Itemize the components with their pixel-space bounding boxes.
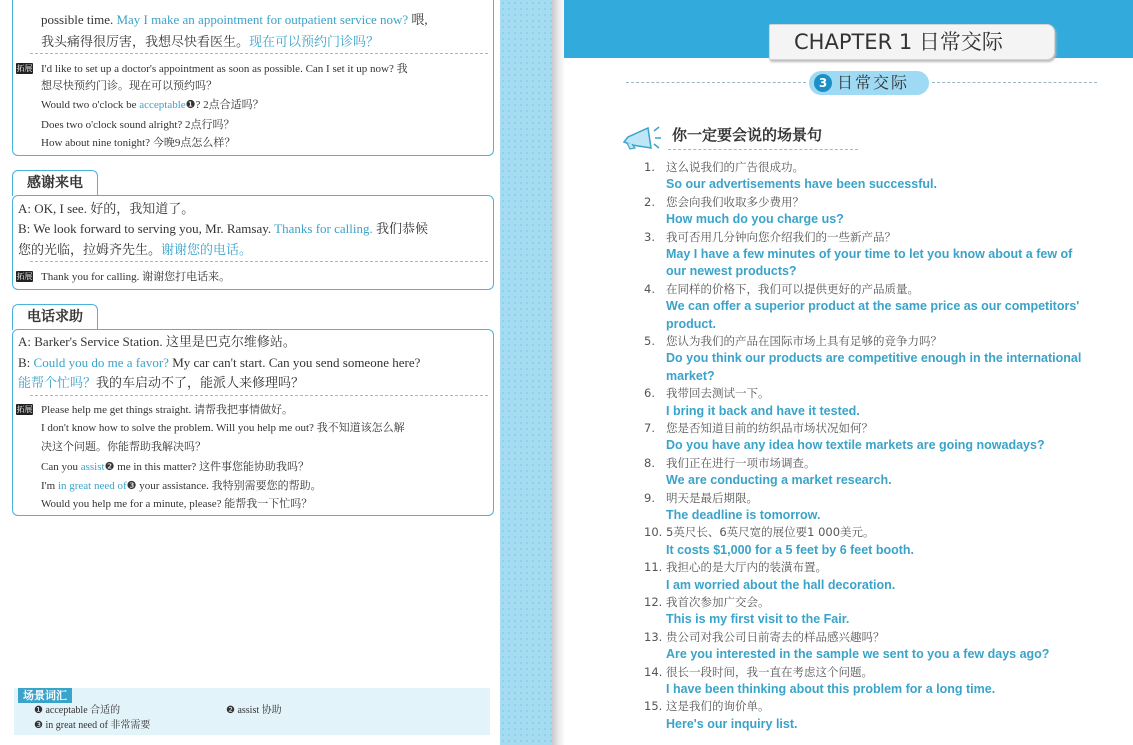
item-chinese: 我带回去测试一下。 <box>666 386 770 401</box>
subtitle-number-badge: 3 <box>814 74 832 92</box>
divider <box>30 395 488 396</box>
divider <box>30 53 488 54</box>
item-english: So our advertisements have been successful. <box>666 177 937 192</box>
item-english: Do you think our products are competitive enough in the international <box>666 351 1082 366</box>
item-english: I am worried about the hall decoration. <box>666 577 896 592</box>
item-english: This is my first visit to the Fair. <box>666 612 850 627</box>
extension-line: Please help me get things straight. 请帮我把事情做好。 <box>41 404 294 416</box>
vocabulary-title: 场景词汇 <box>18 688 72 703</box>
item-chinese: 我担心的是大厅内的装潢布置。 <box>666 560 827 575</box>
item-number: 10. <box>644 525 663 540</box>
extension-line: Thank you for calling. 谢谢您打电话来。 <box>41 271 231 283</box>
item-english: Are you interested in the sample we sent to you a few days ago? <box>666 647 1050 662</box>
heading-underline <box>668 149 858 150</box>
item-chinese: 您是否知道目前的纺织品市场状况如何？ <box>666 421 873 435</box>
item-chinese: 这是我们的询价单。 <box>666 699 770 714</box>
extension-line: How about nine tonight? 今晚9点怎么样？ <box>41 137 236 149</box>
scenario-heading-text: 你一定要会说的场景句 <box>672 126 823 144</box>
item-english: We can offer a superior product at the same price as our competitors' <box>666 299 1080 314</box>
item-english: The deadline is tomorrow. <box>666 508 821 522</box>
item-number: 1. <box>644 160 655 174</box>
item-chinese: 很长一段时间，我一直在考虑这个问题。 <box>666 664 873 679</box>
dialogue-line: 您的光临，拉姆齐先生。谢谢您的电话。 <box>18 242 253 257</box>
item-number: 11. <box>644 560 663 575</box>
vocabulary-box <box>14 688 490 735</box>
item-english: May I have a few minutes of your time to let you know about a few of <box>666 247 1073 261</box>
item-number: 4. <box>644 281 655 296</box>
item-english: market? <box>666 368 715 383</box>
vocab-item: ❷ assist 协助 <box>226 705 282 716</box>
dialogue-line: B: Could you do me a favor? My car can't start. Can you send someone here? <box>18 355 421 370</box>
item-chinese: 我们正在进行一项市场调查。 <box>666 455 816 470</box>
decorative-edge-strip <box>500 0 552 745</box>
item-chinese: 您认为我们的产品在国际市场上具有足够的竞争力吗？ <box>666 334 942 348</box>
item-number: 13. <box>644 629 663 644</box>
item-chinese: 您会向我们收取多少费用？ <box>666 194 804 209</box>
right-page <box>564 0 1133 745</box>
section-title-help: 电话求助 <box>12 304 98 330</box>
section-title-thanks: 感谢来电 <box>12 170 98 196</box>
item-english: our newest products? <box>666 264 797 279</box>
divider <box>30 261 488 262</box>
item-number: 2. <box>644 194 655 209</box>
dialogue-line: B: We look forward to serving you, Mr. Ramsay. Thanks for calling. 我们恭候 <box>18 221 428 236</box>
item-english: How much do you charge us? <box>666 212 844 227</box>
extension-line: Would you help me for a minute, please? 能帮我一下忙吗？ <box>41 498 313 510</box>
extension-icon: 拓展 <box>16 272 33 281</box>
dialogue-line: 能帮个忙吗？我的车启动不了，能派人来修理吗？ <box>18 375 305 390</box>
extension-line: Would two o'clock be acceptable❶? 2点合适吗？ <box>41 99 264 111</box>
extension-icon: 拓展 <box>16 64 33 73</box>
dialogue-line: 我头痛得很厉害，我想尽快看医生。现在可以预约门诊吗？ <box>41 34 380 49</box>
vocab-item: ❸ in great need of 非常需要 <box>34 720 151 731</box>
dialogue-line: A: Barker's Service Station. 这里是巴克尔维修站。 <box>18 334 296 349</box>
dialogue-line: A: OK, I see. 好的，我知道了。 <box>18 201 195 216</box>
extension-line: Can you assist❷ me in this matter? 这件事您能协助我吗？ <box>41 461 310 473</box>
item-chinese: 5英尺长、6英尺宽的展位要1 000美元。 <box>666 525 875 540</box>
item-chinese: 贵公司对我公司日前寄去的样品感兴趣吗？ <box>666 629 885 644</box>
extension-line: I'd like to set up a doctor's appointment as soon as possible. Can I set it up now? 我 <box>41 63 408 75</box>
extension-line: 想尽快预约门诊。现在可以预约吗？ <box>41 80 217 92</box>
item-number: 7. <box>644 421 655 435</box>
item-chinese: 在同样的价格下，我们可以提供更好的产品质量。 <box>666 281 919 296</box>
item-chinese: 我可否用几分钟向您介绍我们的一些新产品？ <box>666 229 896 244</box>
item-english: I bring it back and have it tested. <box>666 403 860 418</box>
extension-line: I don't know how to solve the problem. Will you help me out? 我不知道该怎么解 <box>41 422 405 434</box>
item-number: 5. <box>644 334 655 348</box>
item-number: 12. <box>644 595 663 609</box>
subtitle: 日常交际 <box>837 73 910 92</box>
extension-line: I'm in great need of❸ your assistance. 我特别需要您的帮助。 <box>41 480 322 492</box>
item-english: I have been thinking about this problem for a long time. <box>666 682 996 696</box>
chapter-title: CHAPTER 1 日常交际 <box>769 24 1055 60</box>
scenario-heading <box>620 122 856 150</box>
item-number: 15. <box>644 699 663 714</box>
extension-line: 决这个问题。你能帮助我解决吗？ <box>41 441 206 453</box>
page-gutter <box>552 0 564 745</box>
item-chinese: 我首次参加广交会。 <box>666 595 770 609</box>
item-english: product. <box>666 316 716 331</box>
item-number: 9. <box>644 490 655 505</box>
left-page <box>0 0 500 745</box>
extension-line: Does two o'clock sound alright? 2点行吗？ <box>41 119 235 131</box>
item-number: 14. <box>644 664 663 679</box>
item-chinese: 这么说我们的广告很成功。 <box>666 160 804 174</box>
dialogue-line: possible time. May I make an appointment for outpatient service now? 喂, <box>41 12 428 27</box>
vocab-item: ❶ acceptable 合适的 <box>34 705 121 716</box>
item-english: It costs $1,000 for a 5 feet by 6 feet booth. <box>666 542 914 557</box>
item-english: Do you have any idea how textile markets are going nowadays? <box>666 438 1045 453</box>
subtitle-ribbon <box>809 71 929 95</box>
item-chinese: 明天是最后期限。 <box>666 490 758 505</box>
item-english: We are conducting a market research. <box>666 473 892 488</box>
megaphone-icon <box>620 122 664 152</box>
subtitle-rule <box>932 82 1097 83</box>
item-number: 8. <box>644 455 655 470</box>
item-number: 6. <box>644 386 655 401</box>
item-english: Here's our inquiry list. <box>666 716 798 731</box>
item-number: 3. <box>644 229 655 244</box>
subtitle-rule <box>626 82 806 83</box>
extension-icon: 拓展 <box>16 405 33 414</box>
